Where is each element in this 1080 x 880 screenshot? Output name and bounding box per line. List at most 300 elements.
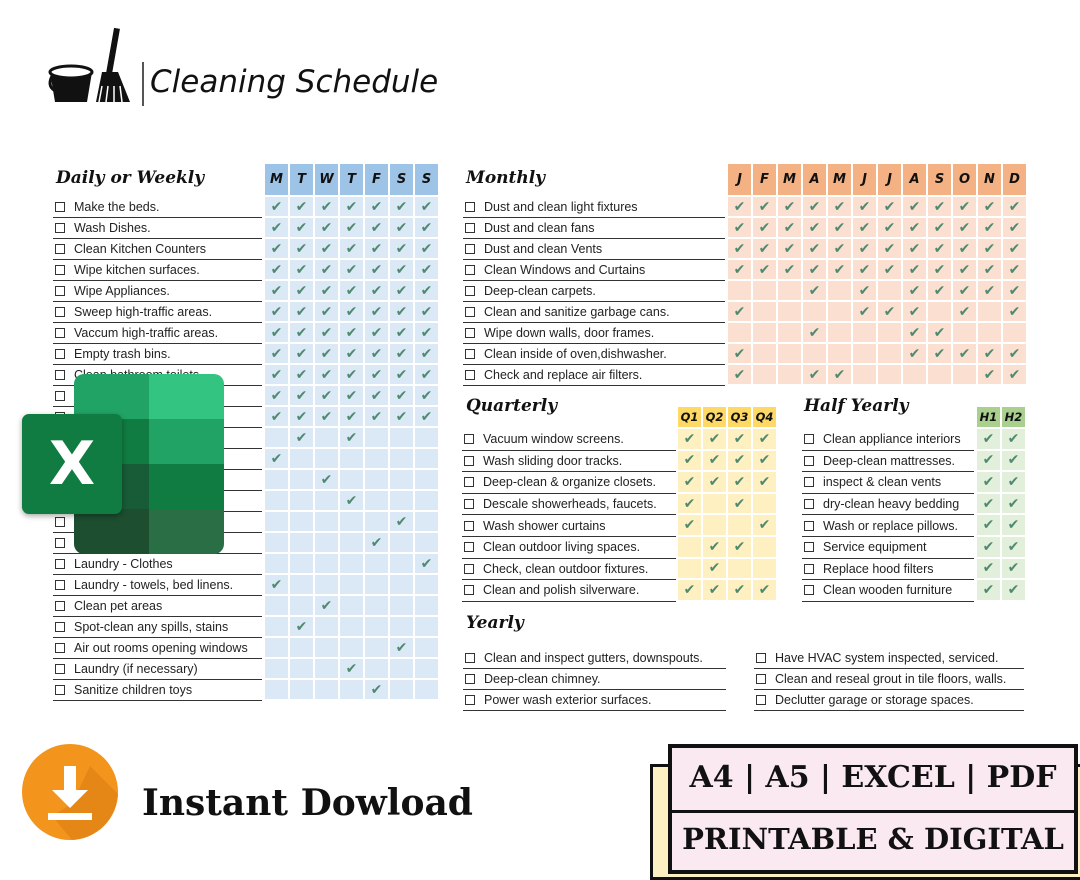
- checkmark-icon[interactable]: ✔: [390, 386, 413, 405]
- checkmark-icon[interactable]: ✔: [340, 323, 363, 342]
- checkmark-icon[interactable]: ✔: [290, 344, 313, 363]
- checkmark-icon[interactable]: ✔: [415, 365, 438, 384]
- checkmark-icon[interactable]: ✔: [1002, 580, 1025, 600]
- checkbox-icon[interactable]: [465, 349, 475, 359]
- empty-check-cell[interactable]: [853, 344, 876, 363]
- halfyearly-task-row[interactable]: [802, 494, 974, 516]
- daily-task-row[interactable]: [53, 617, 262, 638]
- yearly-task-row[interactable]: [754, 690, 1024, 711]
- checkmark-icon[interactable]: ✔: [828, 260, 851, 279]
- empty-check-cell[interactable]: [315, 680, 338, 699]
- checkmark-icon[interactable]: ✔: [928, 323, 951, 342]
- daily-task-row[interactable]: [53, 260, 262, 281]
- checkmark-icon[interactable]: ✔: [753, 580, 776, 600]
- checkmark-icon[interactable]: ✔: [978, 260, 1001, 279]
- checkmark-icon[interactable]: ✔: [903, 281, 926, 300]
- empty-check-cell[interactable]: [953, 323, 976, 342]
- checkmark-icon[interactable]: ✔: [315, 302, 338, 321]
- empty-check-cell[interactable]: [365, 428, 388, 447]
- checkmark-icon[interactable]: ✔: [315, 239, 338, 258]
- checkmark-icon[interactable]: ✔: [265, 218, 288, 237]
- empty-check-cell[interactable]: [290, 533, 313, 552]
- empty-check-cell[interactable]: [315, 428, 338, 447]
- checkmark-icon[interactable]: ✔: [953, 281, 976, 300]
- checkbox-icon[interactable]: [464, 564, 474, 574]
- checkmark-icon[interactable]: ✔: [265, 344, 288, 363]
- checkmark-icon[interactable]: ✔: [977, 451, 1000, 471]
- checkmark-icon[interactable]: ✔: [978, 197, 1001, 216]
- checkmark-icon[interactable]: ✔: [703, 559, 726, 579]
- checkmark-icon[interactable]: ✔: [878, 218, 901, 237]
- empty-check-cell[interactable]: [778, 344, 801, 363]
- checkmark-icon[interactable]: ✔: [315, 218, 338, 237]
- checkmark-icon[interactable]: ✔: [365, 281, 388, 300]
- checkmark-icon[interactable]: ✔: [1003, 218, 1026, 237]
- checkmark-icon[interactable]: ✔: [315, 407, 338, 426]
- checkbox-icon[interactable]: [465, 244, 475, 254]
- empty-check-cell[interactable]: [828, 302, 851, 321]
- checkmark-icon[interactable]: ✔: [953, 344, 976, 363]
- checkmark-icon[interactable]: ✔: [728, 472, 751, 492]
- empty-check-cell[interactable]: [415, 470, 438, 489]
- empty-check-cell[interactable]: [828, 344, 851, 363]
- empty-check-cell[interactable]: [390, 449, 413, 468]
- empty-check-cell[interactable]: [390, 554, 413, 573]
- checkmark-icon[interactable]: ✔: [1003, 239, 1026, 258]
- empty-check-cell[interactable]: [415, 617, 438, 636]
- empty-check-cell[interactable]: [415, 638, 438, 657]
- empty-check-cell[interactable]: [390, 659, 413, 678]
- daily-task-row[interactable]: [53, 281, 262, 302]
- empty-check-cell[interactable]: [753, 302, 776, 321]
- daily-task-row[interactable]: [53, 638, 262, 659]
- empty-check-cell[interactable]: [265, 428, 288, 447]
- checkmark-icon[interactable]: ✔: [340, 281, 363, 300]
- checkmark-icon[interactable]: ✔: [290, 197, 313, 216]
- quarterly-task-row[interactable]: [462, 451, 676, 473]
- checkmark-icon[interactable]: ✔: [928, 218, 951, 237]
- checkmark-icon[interactable]: ✔: [265, 239, 288, 258]
- checkbox-icon[interactable]: [464, 499, 474, 509]
- empty-check-cell[interactable]: [315, 491, 338, 510]
- empty-check-cell[interactable]: [365, 659, 388, 678]
- checkmark-icon[interactable]: ✔: [728, 494, 751, 514]
- checkmark-icon[interactable]: ✔: [728, 218, 751, 237]
- daily-task-row[interactable]: [53, 680, 262, 701]
- quarterly-task-row[interactable]: [462, 537, 676, 559]
- empty-check-cell[interactable]: [803, 302, 826, 321]
- checkbox-icon[interactable]: [464, 585, 474, 595]
- checkbox-icon[interactable]: [465, 307, 475, 317]
- checkmark-icon[interactable]: ✔: [390, 239, 413, 258]
- empty-check-cell[interactable]: [315, 575, 338, 594]
- checkmark-icon[interactable]: ✔: [365, 386, 388, 405]
- checkmark-icon[interactable]: ✔: [753, 218, 776, 237]
- checkbox-icon[interactable]: [465, 653, 475, 663]
- empty-check-cell[interactable]: [878, 323, 901, 342]
- checkmark-icon[interactable]: ✔: [903, 239, 926, 258]
- checkmark-icon[interactable]: ✔: [853, 281, 876, 300]
- checkmark-icon[interactable]: ✔: [803, 281, 826, 300]
- checkbox-icon[interactable]: [55, 223, 65, 233]
- empty-check-cell[interactable]: [290, 491, 313, 510]
- monthly-task-row[interactable]: [463, 365, 725, 386]
- checkmark-icon[interactable]: ✔: [978, 344, 1001, 363]
- checkmark-icon[interactable]: ✔: [753, 197, 776, 216]
- checkmark-icon[interactable]: ✔: [728, 260, 751, 279]
- checkmark-icon[interactable]: ✔: [365, 218, 388, 237]
- empty-check-cell[interactable]: [265, 512, 288, 531]
- empty-check-cell[interactable]: [365, 638, 388, 657]
- checkmark-icon[interactable]: ✔: [728, 580, 751, 600]
- checkmark-icon[interactable]: ✔: [315, 281, 338, 300]
- checkmark-icon[interactable]: ✔: [390, 218, 413, 237]
- checkbox-icon[interactable]: [55, 307, 65, 317]
- daily-task-row[interactable]: [53, 239, 262, 260]
- empty-check-cell[interactable]: [365, 449, 388, 468]
- checkbox-icon[interactable]: [465, 202, 475, 212]
- halfyearly-task-row[interactable]: [802, 580, 974, 602]
- checkmark-icon[interactable]: ✔: [728, 302, 751, 321]
- checkmark-icon[interactable]: ✔: [365, 197, 388, 216]
- checkmark-icon[interactable]: ✔: [390, 197, 413, 216]
- empty-check-cell[interactable]: [878, 365, 901, 384]
- checkmark-icon[interactable]: ✔: [703, 472, 726, 492]
- checkmark-icon[interactable]: ✔: [340, 260, 363, 279]
- checkmark-icon[interactable]: ✔: [290, 365, 313, 384]
- checkmark-icon[interactable]: ✔: [753, 515, 776, 535]
- checkmark-icon[interactable]: ✔: [340, 218, 363, 237]
- checkbox-icon[interactable]: [55, 622, 65, 632]
- checkmark-icon[interactable]: ✔: [778, 260, 801, 279]
- empty-check-cell[interactable]: [778, 302, 801, 321]
- checkbox-icon[interactable]: [756, 695, 766, 705]
- monthly-task-row[interactable]: [463, 218, 725, 239]
- checkmark-icon[interactable]: ✔: [853, 302, 876, 321]
- checkbox-icon[interactable]: [756, 674, 766, 684]
- checkmark-icon[interactable]: ✔: [728, 344, 751, 363]
- checkmark-icon[interactable]: ✔: [803, 218, 826, 237]
- checkmark-icon[interactable]: ✔: [265, 260, 288, 279]
- empty-check-cell[interactable]: [365, 596, 388, 615]
- checkmark-icon[interactable]: ✔: [853, 218, 876, 237]
- checkmark-icon[interactable]: ✔: [878, 302, 901, 321]
- checkmark-icon[interactable]: ✔: [1003, 365, 1026, 384]
- checkmark-icon[interactable]: ✔: [340, 491, 363, 510]
- checkmark-icon[interactable]: ✔: [390, 344, 413, 363]
- checkmark-icon[interactable]: ✔: [390, 281, 413, 300]
- empty-check-cell[interactable]: [778, 323, 801, 342]
- monthly-task-row[interactable]: [463, 344, 725, 365]
- empty-check-cell[interactable]: [728, 515, 751, 535]
- empty-check-cell[interactable]: [390, 617, 413, 636]
- checkmark-icon[interactable]: ✔: [703, 537, 726, 557]
- empty-check-cell[interactable]: [415, 575, 438, 594]
- checkmark-icon[interactable]: ✔: [340, 302, 363, 321]
- checkmark-icon[interactable]: ✔: [415, 344, 438, 363]
- empty-check-cell[interactable]: [290, 680, 313, 699]
- empty-check-cell[interactable]: [315, 638, 338, 657]
- empty-check-cell[interactable]: [265, 659, 288, 678]
- checkmark-icon[interactable]: ✔: [753, 472, 776, 492]
- checkmark-icon[interactable]: ✔: [1002, 537, 1025, 557]
- checkmark-icon[interactable]: ✔: [803, 365, 826, 384]
- checkmark-icon[interactable]: ✔: [703, 580, 726, 600]
- empty-check-cell[interactable]: [390, 491, 413, 510]
- checkmark-icon[interactable]: ✔: [365, 302, 388, 321]
- quarterly-task-row[interactable]: [462, 580, 676, 602]
- checkbox-icon[interactable]: [55, 328, 65, 338]
- empty-check-cell[interactable]: [390, 575, 413, 594]
- empty-check-cell[interactable]: [415, 449, 438, 468]
- checkbox-icon[interactable]: [55, 244, 65, 254]
- checkmark-icon[interactable]: ✔: [415, 386, 438, 405]
- yearly-task-row[interactable]: [754, 648, 1024, 669]
- checkmark-icon[interactable]: ✔: [728, 451, 751, 471]
- checkbox-icon[interactable]: [55, 580, 65, 590]
- checkmark-icon[interactable]: ✔: [903, 260, 926, 279]
- checkmark-icon[interactable]: ✔: [265, 197, 288, 216]
- empty-check-cell[interactable]: [265, 491, 288, 510]
- checkbox-icon[interactable]: [465, 674, 475, 684]
- checkmark-icon[interactable]: ✔: [290, 218, 313, 237]
- checkmark-icon[interactable]: ✔: [415, 239, 438, 258]
- checkmark-icon[interactable]: ✔: [678, 580, 701, 600]
- checkbox-icon[interactable]: [804, 456, 814, 466]
- checkbox-icon[interactable]: [465, 695, 475, 705]
- checkmark-icon[interactable]: ✔: [340, 407, 363, 426]
- empty-check-cell[interactable]: [265, 638, 288, 657]
- checkmark-icon[interactable]: ✔: [1003, 281, 1026, 300]
- checkmark-icon[interactable]: ✔: [265, 302, 288, 321]
- checkmark-icon[interactable]: ✔: [290, 260, 313, 279]
- checkmark-icon[interactable]: ✔: [953, 260, 976, 279]
- checkmark-icon[interactable]: ✔: [828, 239, 851, 258]
- checkmark-icon[interactable]: ✔: [365, 407, 388, 426]
- checkbox-icon[interactable]: [55, 685, 65, 695]
- checkmark-icon[interactable]: ✔: [903, 218, 926, 237]
- checkbox-icon[interactable]: [804, 434, 814, 444]
- checkmark-icon[interactable]: ✔: [315, 260, 338, 279]
- checkmark-icon[interactable]: ✔: [390, 407, 413, 426]
- checkmark-icon[interactable]: ✔: [340, 239, 363, 258]
- checkbox-icon[interactable]: [55, 559, 65, 569]
- empty-check-cell[interactable]: [678, 537, 701, 557]
- checkbox-icon[interactable]: [465, 370, 475, 380]
- checkmark-icon[interactable]: ✔: [265, 323, 288, 342]
- daily-task-row[interactable]: [53, 344, 262, 365]
- empty-check-cell[interactable]: [415, 659, 438, 678]
- empty-check-cell[interactable]: [415, 680, 438, 699]
- checkmark-icon[interactable]: ✔: [977, 515, 1000, 535]
- empty-check-cell[interactable]: [803, 344, 826, 363]
- empty-check-cell[interactable]: [415, 533, 438, 552]
- empty-check-cell[interactable]: [903, 365, 926, 384]
- checkmark-icon[interactable]: ✔: [315, 323, 338, 342]
- checkmark-icon[interactable]: ✔: [1003, 302, 1026, 321]
- yearly-task-row[interactable]: [463, 648, 726, 669]
- checkbox-icon[interactable]: [55, 601, 65, 611]
- daily-task-row[interactable]: [53, 197, 262, 218]
- empty-check-cell[interactable]: [753, 494, 776, 514]
- checkmark-icon[interactable]: ✔: [978, 239, 1001, 258]
- checkbox-icon[interactable]: [804, 585, 814, 595]
- checkmark-icon[interactable]: ✔: [803, 197, 826, 216]
- quarterly-task-row[interactable]: [462, 472, 676, 494]
- checkmark-icon[interactable]: ✔: [903, 344, 926, 363]
- checkmark-icon[interactable]: ✔: [828, 365, 851, 384]
- checkbox-icon[interactable]: [465, 265, 475, 275]
- quarterly-task-row[interactable]: [462, 515, 676, 537]
- empty-check-cell[interactable]: [753, 281, 776, 300]
- checkmark-icon[interactable]: ✔: [290, 386, 313, 405]
- monthly-task-row[interactable]: [463, 302, 725, 323]
- yearly-task-row[interactable]: [754, 669, 1024, 690]
- empty-check-cell[interactable]: [390, 470, 413, 489]
- checkmark-icon[interactable]: ✔: [390, 302, 413, 321]
- checkmark-icon[interactable]: ✔: [340, 428, 363, 447]
- checkmark-icon[interactable]: ✔: [415, 554, 438, 573]
- empty-check-cell[interactable]: [365, 617, 388, 636]
- checkmark-icon[interactable]: ✔: [265, 281, 288, 300]
- empty-check-cell[interactable]: [928, 365, 951, 384]
- empty-check-cell[interactable]: [928, 302, 951, 321]
- checkmark-icon[interactable]: ✔: [290, 617, 313, 636]
- checkmark-icon[interactable]: ✔: [978, 281, 1001, 300]
- empty-check-cell[interactable]: [728, 281, 751, 300]
- daily-task-row[interactable]: [53, 323, 262, 344]
- checkmark-icon[interactable]: ✔: [365, 680, 388, 699]
- empty-check-cell[interactable]: [290, 638, 313, 657]
- checkmark-icon[interactable]: ✔: [728, 239, 751, 258]
- empty-check-cell[interactable]: [265, 596, 288, 615]
- checkmark-icon[interactable]: ✔: [977, 559, 1000, 579]
- checkmark-icon[interactable]: ✔: [753, 239, 776, 258]
- checkmark-icon[interactable]: ✔: [340, 659, 363, 678]
- yearly-task-row[interactable]: [463, 690, 726, 711]
- checkmark-icon[interactable]: ✔: [1003, 197, 1026, 216]
- quarterly-task-row[interactable]: [462, 494, 676, 516]
- checkmark-icon[interactable]: ✔: [315, 197, 338, 216]
- checkbox-icon[interactable]: [756, 653, 766, 663]
- checkmark-icon[interactable]: ✔: [1002, 472, 1025, 492]
- checkmark-icon[interactable]: ✔: [365, 344, 388, 363]
- checkmark-icon[interactable]: ✔: [365, 365, 388, 384]
- checkmark-icon[interactable]: ✔: [415, 260, 438, 279]
- checkmark-icon[interactable]: ✔: [415, 407, 438, 426]
- empty-check-cell[interactable]: [340, 533, 363, 552]
- empty-check-cell[interactable]: [340, 680, 363, 699]
- checkmark-icon[interactable]: ✔: [728, 197, 751, 216]
- checkmark-icon[interactable]: ✔: [803, 323, 826, 342]
- checkmark-icon[interactable]: ✔: [265, 449, 288, 468]
- empty-check-cell[interactable]: [340, 638, 363, 657]
- empty-check-cell[interactable]: [415, 491, 438, 510]
- checkmark-icon[interactable]: ✔: [853, 239, 876, 258]
- checkmark-icon[interactable]: ✔: [928, 239, 951, 258]
- checkbox-icon[interactable]: [465, 286, 475, 296]
- checkmark-icon[interactable]: ✔: [415, 323, 438, 342]
- checkmark-icon[interactable]: ✔: [265, 365, 288, 384]
- empty-check-cell[interactable]: [390, 680, 413, 699]
- checkbox-icon[interactable]: [804, 477, 814, 487]
- empty-check-cell[interactable]: [365, 491, 388, 510]
- monthly-task-row[interactable]: [463, 197, 725, 218]
- empty-check-cell[interactable]: [778, 281, 801, 300]
- checkmark-icon[interactable]: ✔: [365, 260, 388, 279]
- monthly-task-row[interactable]: [463, 260, 725, 281]
- checkmark-icon[interactable]: ✔: [728, 429, 751, 449]
- empty-check-cell[interactable]: [753, 537, 776, 557]
- checkmark-icon[interactable]: ✔: [828, 197, 851, 216]
- checkmark-icon[interactable]: ✔: [415, 218, 438, 237]
- quarterly-task-row[interactable]: [462, 559, 676, 581]
- empty-check-cell[interactable]: [265, 554, 288, 573]
- monthly-task-row[interactable]: [463, 323, 725, 344]
- empty-check-cell[interactable]: [390, 533, 413, 552]
- checkmark-icon[interactable]: ✔: [415, 302, 438, 321]
- checkmark-icon[interactable]: ✔: [1002, 559, 1025, 579]
- empty-check-cell[interactable]: [703, 494, 726, 514]
- empty-check-cell[interactable]: [415, 512, 438, 531]
- checkmark-icon[interactable]: ✔: [1002, 429, 1025, 449]
- checkbox-icon[interactable]: [55, 643, 65, 653]
- empty-check-cell[interactable]: [828, 323, 851, 342]
- checkmark-icon[interactable]: ✔: [828, 218, 851, 237]
- empty-check-cell[interactable]: [365, 512, 388, 531]
- empty-check-cell[interactable]: [415, 596, 438, 615]
- empty-check-cell[interactable]: [415, 428, 438, 447]
- checkmark-icon[interactable]: ✔: [390, 260, 413, 279]
- checkmark-icon[interactable]: ✔: [778, 197, 801, 216]
- checkmark-icon[interactable]: ✔: [365, 323, 388, 342]
- checkbox-icon[interactable]: [465, 223, 475, 233]
- daily-task-row[interactable]: [53, 659, 262, 680]
- daily-task-row[interactable]: [53, 575, 262, 596]
- checkmark-icon[interactable]: ✔: [903, 197, 926, 216]
- checkmark-icon[interactable]: ✔: [265, 407, 288, 426]
- daily-task-row[interactable]: [53, 218, 262, 239]
- checkmark-icon[interactable]: ✔: [977, 472, 1000, 492]
- checkmark-icon[interactable]: ✔: [365, 239, 388, 258]
- empty-check-cell[interactable]: [290, 449, 313, 468]
- checkmark-icon[interactable]: ✔: [878, 260, 901, 279]
- checkmark-icon[interactable]: ✔: [977, 494, 1000, 514]
- checkmark-icon[interactable]: ✔: [340, 386, 363, 405]
- checkmark-icon[interactable]: ✔: [878, 239, 901, 258]
- daily-task-row[interactable]: [53, 554, 262, 575]
- empty-check-cell[interactable]: [728, 323, 751, 342]
- checkmark-icon[interactable]: ✔: [803, 239, 826, 258]
- checkmark-icon[interactable]: ✔: [953, 239, 976, 258]
- empty-check-cell[interactable]: [365, 554, 388, 573]
- halfyearly-task-row[interactable]: [802, 451, 974, 473]
- empty-check-cell[interactable]: [728, 559, 751, 579]
- checkmark-icon[interactable]: ✔: [977, 580, 1000, 600]
- empty-check-cell[interactable]: [315, 617, 338, 636]
- empty-check-cell[interactable]: [315, 449, 338, 468]
- checkmark-icon[interactable]: ✔: [1002, 515, 1025, 535]
- empty-check-cell[interactable]: [290, 512, 313, 531]
- empty-check-cell[interactable]: [340, 512, 363, 531]
- checkbox-icon[interactable]: [55, 664, 65, 674]
- empty-check-cell[interactable]: [315, 533, 338, 552]
- empty-check-cell[interactable]: [340, 617, 363, 636]
- empty-check-cell[interactable]: [778, 365, 801, 384]
- checkmark-icon[interactable]: ✔: [977, 429, 1000, 449]
- halfyearly-task-row[interactable]: [802, 515, 974, 537]
- empty-check-cell[interactable]: [365, 575, 388, 594]
